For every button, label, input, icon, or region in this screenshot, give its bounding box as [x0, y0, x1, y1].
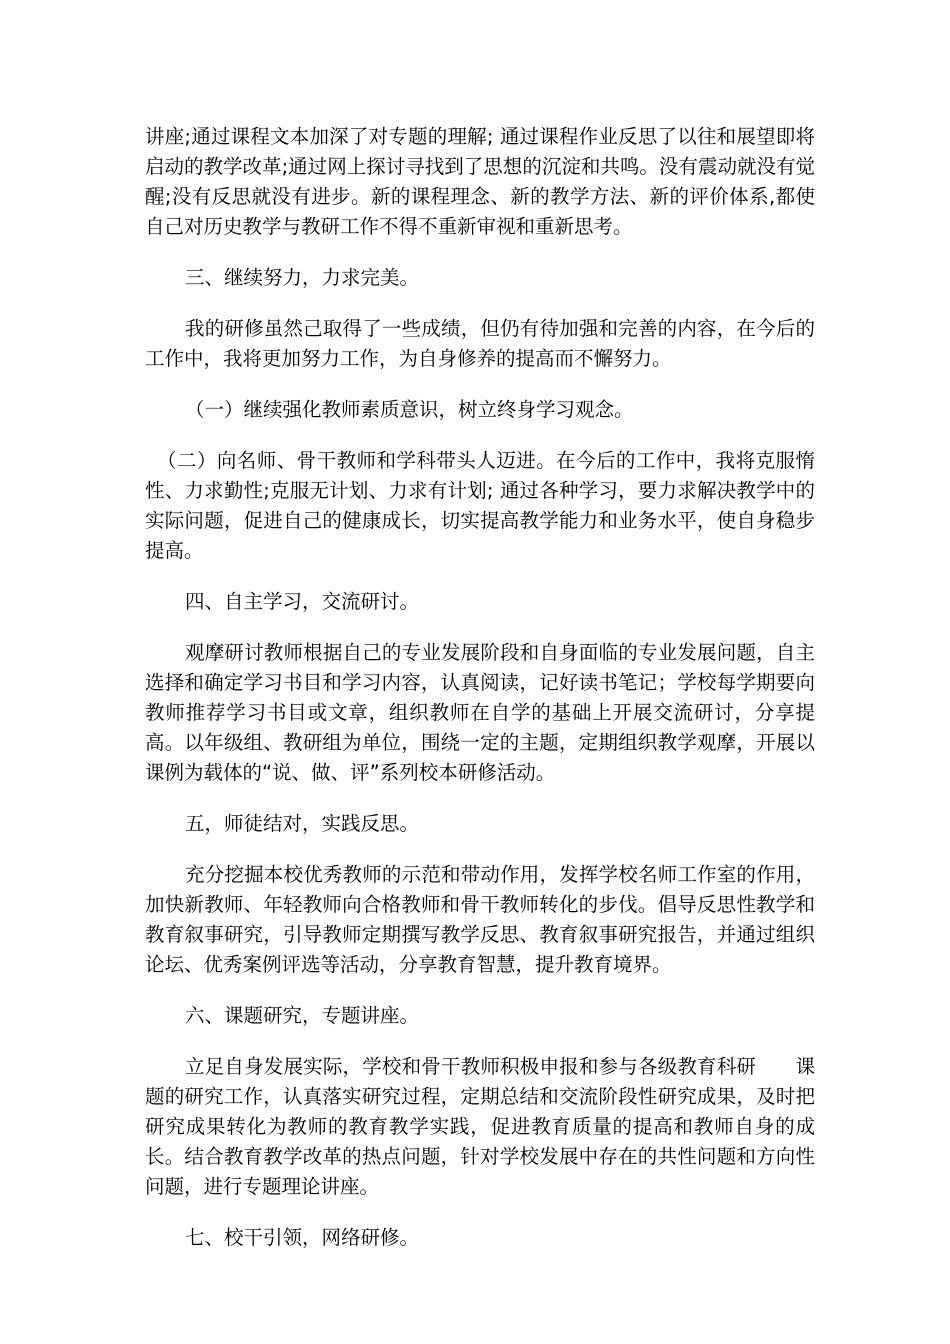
section-heading-3: 三、继续努力，力求完美。	[185, 266, 420, 289]
subsection-heading-3-1: （一）继续强化教师素质意识，树立终身学习观念。	[185, 398, 634, 421]
paragraph-5-body: 充分挖掘本校优秀教师的示范和带动作用，发挥学校名师工作室的作用，加快新教师、年轻教师向合格教师和骨干教师转化的步伐。倡导反思性教学和教育叙事研究，引导教师定期撰写教学反思、教育叙事研究报告，并通过组织论坛、优秀案例评选等活动，分享教育智慧，提升教育境界。	[145, 863, 815, 976]
paragraph-3-body: 我的研修虽然己取得了一些成绩，但仍有待加强和完善的内容，在今后的工作中，我将更加努力工作，为自身修养的提高而不懈努力。	[145, 317, 815, 370]
section-heading-5: 五，师徒结对，实践反思。	[185, 812, 420, 835]
subsection-3-2-body: （二）向名师、骨干教师和学科带头人迈进。在今后的工作中，我将克服惰性、力求勤性;克服无计划、力求有计划; 通过各种学习，要力求解决教学中的实际问题，促进自己的健康成长，切实提高教学能力和业务水平，使自身稳步提高。	[145, 449, 815, 562]
document-body	[145, 122, 815, 1274]
paragraph-intro-continued: 讲座;通过课程文本加深了对专题的理解; 通过课程作业反思了以往和展望即将启动的教学改革;通过网上探讨寻找到了思想的沉淀和共鸣。没有震动就没有觉醒;没有反思就没有进步。新的课程理念、新的教学方法、新的评价体系,都使自己对历史教学与教研工作不得不重新审视和重新思考。	[145, 125, 815, 238]
section-heading-4: 四、自主学习，交流研讨。	[185, 590, 420, 613]
section-heading-7: 七、校干引领，网络研修。	[185, 1226, 420, 1249]
paragraph-6-body: 立足自身发展实际，学校和骨干教师积极申报和参与各级教育科研 课题的研究工作，认真落实研究过程，定期总结和交流阶段性研究成果，及时把研究成果转化为教师的教育教学实践，促进教育质量的提高和教师自身的成长。结合教育教学改革的热点问题，针对学校发展中存在的共性问题和方向性问题，进行专题理论讲座。	[145, 1055, 815, 1198]
paragraph-4-body: 观摩研讨教师根据自己的专业发展阶段和自身面临的专业发展问题，自主选择和确定学习书目和学习内容，认真阅读，记好读书笔记；学校每学期要向教师推荐学习书目或文章，组织教师在自学的基础上开展交流研讨，分享提高。以年级组、教研组为单位，围绕一定的主题，定期组织教学观摩，开展以课例为载体的“说、做、评”系列校本研修活动。	[145, 641, 815, 784]
section-heading-6: 六、课题研究，专题讲座。	[185, 1004, 420, 1027]
